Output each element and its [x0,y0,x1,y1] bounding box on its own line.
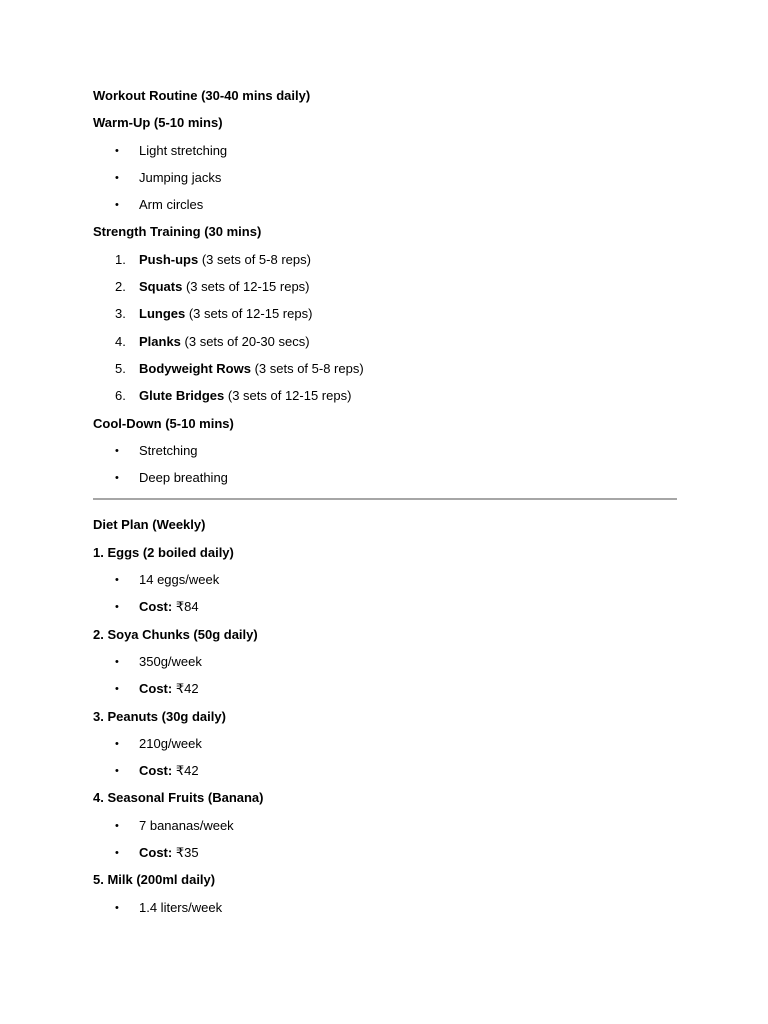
list-item [93,897,677,924]
amount-text: 350g/week [139,653,202,669]
exercise-detail: (3 sets of 5-8 reps) [198,251,311,267]
list-item [93,733,677,760]
cost-value: ₹42 [172,763,199,779]
bullet-icon: • [115,737,119,750]
item-number: 6. [115,388,126,404]
item-number: 4. [115,333,126,349]
list-item [93,651,677,678]
cost-label: Cost: [139,845,173,861]
exercise-name: Bodyweight Rows [139,360,251,376]
list-item [93,842,677,869]
workout-title: Workout Routine (30-40 mins daily) [93,88,311,103]
item-number: 2. [115,279,126,295]
exercise-name: Glute Bridges [139,388,225,404]
bullet-icon: • [115,144,119,157]
exercise-detail: (3 sets of 12-15 reps) [182,279,310,295]
list-item [93,140,677,167]
horizontal-divider [93,498,677,500]
cost-label: Cost: [139,599,173,615]
list-item [93,467,677,494]
exercise-detail: (3 sets of 5-8 reps) [250,360,364,376]
numbered-item [93,303,677,330]
amount-text: 1.4 liters/week [139,899,223,915]
amount-text: 7 bananas/week [139,817,234,833]
item-number: 3. [115,306,126,322]
bullet-icon: • [115,901,119,914]
exercise-detail: (3 sets of 20-30 secs) [180,333,310,349]
exercise-name: Planks [139,333,181,349]
list-item-text: Arm circles [139,197,204,213]
list-item-text: Stretching [139,442,198,458]
cost-label: Cost: [139,763,173,779]
list-item [93,678,677,705]
list-item [93,194,677,221]
bullet-icon: • [115,444,119,457]
list-item [93,760,677,787]
item-number: 5. [115,360,126,376]
bullet-icon: • [115,601,119,614]
numbered-item [93,385,677,412]
item-number: 1. [115,251,126,267]
cost-value: ₹42 [172,681,199,697]
bullet-icon: • [115,472,119,485]
bullet-icon: • [115,655,119,668]
bullet-icon: • [115,171,119,184]
list-item [93,167,677,194]
exercise-name: Push-ups [139,251,199,267]
list-item [93,596,677,623]
numbered-item [93,276,677,303]
diet-item-heading: 1. Eggs (2 boiled daily) [93,544,234,560]
strength-heading: Strength Training (30 mins) [93,224,262,240]
warmup-heading: Warm-Up (5-10 mins) [93,115,223,131]
bullet-icon: • [115,819,119,832]
diet-item-heading: 2. Soya Chunks (50g daily) [93,626,258,642]
bullet-icon: • [115,574,119,587]
cost-label: Cost: [139,681,173,697]
exercise-detail: (3 sets of 12-15 reps) [224,388,352,404]
bullet-icon: • [115,765,119,778]
list-item [93,440,677,467]
document-page [93,85,677,924]
diet-item-heading: 4. Seasonal Fruits (Banana) [93,790,264,806]
exercise-name: Squats [139,279,183,295]
bullet-icon: • [115,199,119,212]
list-item-text: Light stretching [139,142,228,158]
exercise-name: Lunges [139,306,186,322]
bullet-icon: • [115,683,119,696]
diet-item-heading: 3. Peanuts (30g daily) [93,708,226,724]
numbered-item [93,249,677,276]
exercise-detail: (3 sets of 12-15 reps) [185,306,313,322]
list-item [93,569,677,596]
amount-text: 14 eggs/week [139,572,220,588]
cooldown-heading: Cool-Down (5-10 mins) [93,415,234,431]
numbered-item [93,358,677,385]
numbered-item [93,331,677,358]
bullet-icon: • [115,847,119,860]
cost-value: ₹35 [172,845,199,861]
diet-title: Diet Plan (Weekly) [93,517,206,533]
list-item-text: Deep breathing [139,470,228,486]
cost-value: ₹84 [172,599,199,615]
list-item-text: Jumping jacks [139,169,222,185]
list-item [93,815,677,842]
amount-text: 210g/week [139,735,202,751]
diet-item-heading: 5. Milk (200ml daily) [93,872,216,888]
